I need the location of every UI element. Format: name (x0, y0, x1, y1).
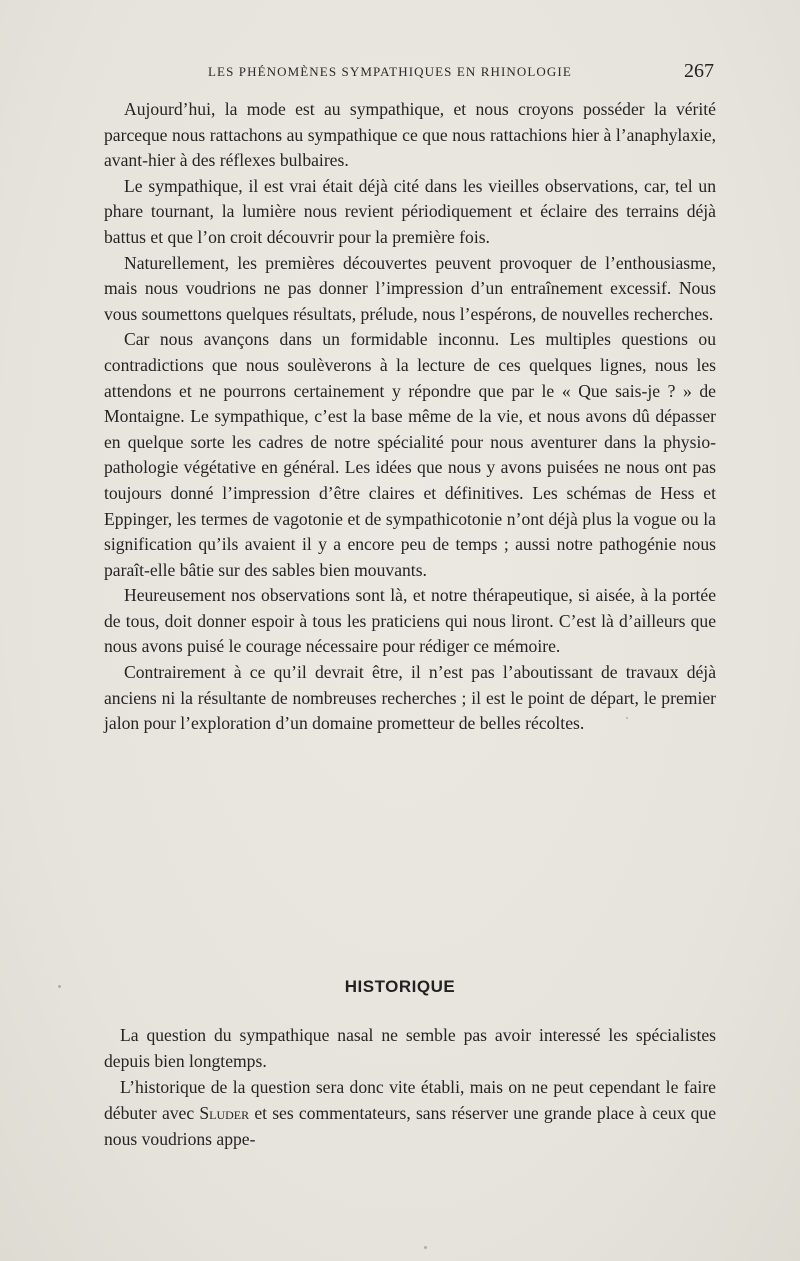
text-fragment: L’historique de la question sera donc vite établi, mais on ne peut cependant le faire débuter avec (104, 1077, 716, 1123)
author-name: Sluder (199, 1103, 250, 1123)
paragraph: Heureusement nos observations sont là, et notre thérapeutique, si aisée, à la portée de tous, doit donner espoir à tous les praticiens qui nous liront. C’est là d’ailleurs que nous avons puisé le courage nécessaire pour rédiger ce mémoire. (104, 585, 716, 657)
paragraph (104, 1074, 716, 1152)
page-header (0, 62, 800, 84)
paragraph: Le sympathique, il est vrai était déjà cité dans les vieilles observations, car, tel un phare tournant, la lumière nous revient périodiquement et éclaire des terrains déjà battus et que l’on croit découvrir pour la première fois. (104, 175, 716, 247)
paragraph: Aujourd’hui, la mode est au sympathique, et nous croyons posséder la vérité parceque nous rattachons au sympathique ce que nous rattachions hier à l’anaphylaxie, avant-hier à des réflexes bulbaires. (104, 99, 716, 171)
page-number: 267 (684, 60, 714, 82)
paper-speck (58, 985, 61, 988)
paragraph: La question du sympathique nasal ne semble pas avoir interessé les spécialistes depuis bien longtemps. (104, 1025, 716, 1071)
running-title: LES PHÉNOMÈNES SYMPATHIQUES EN RHINOLOGIE (208, 64, 572, 79)
history-text-block (104, 1022, 716, 1152)
intro-text-block (104, 97, 716, 737)
paper-speck (424, 1246, 427, 1249)
paper-speck (626, 717, 628, 719)
paragraph: Contrairement à ce qu’il devrait être, il n’est pas l’aboutissant de travaux déjà anciens ni la résultante de nombreuses recherches ; il est le point de départ, le premier jalon pour l’exploration d’un domaine prometteur de belles récoltes. (104, 662, 716, 734)
section-heading: HISTORIQUE (344, 977, 456, 996)
text-fragment: et ses commentateurs, sans réserver une grande place à ceux que nous voudrions appe- (104, 1103, 716, 1149)
paragraph: Car nous avançons dans un formidable inconnu. Les multiples questions ou contradictions que nous soulèverons à la lecture de ces quelques lignes, nous les attendons et ne pourrons certainement y répondre que par le « Que sais-je ? » de Montaigne. Le sympathique, c’est la base même de la vie, et nous avons dû dépasser en quelque sorte les cadres de notre spécialité pour nous aventurer dans la physio-pathologie végétative en général. Les idées que nous y avons puisées ne nous ont pas toujours donné l’impression d’être claires et définitives. Les schémas de Hess et Eppinger, les termes de vagotonie et de sympathicotonie n’ont déjà plus la vogue ou la signification qu’ils avaient il y a encore peu de temps ; aussi notre pathogénie nous paraît-elle bâtie sur des sables bien mouvants. (104, 329, 716, 580)
paragraph: Naturellement, les premières découvertes peuvent provoquer de l’enthousiasme, mais nous voudrions ne pas donner l’impression d’un entraînement excessif. Nous vous soumettons quelques résultats, prélude, nous l’espérons, de nouvelles recherches. (104, 252, 716, 324)
